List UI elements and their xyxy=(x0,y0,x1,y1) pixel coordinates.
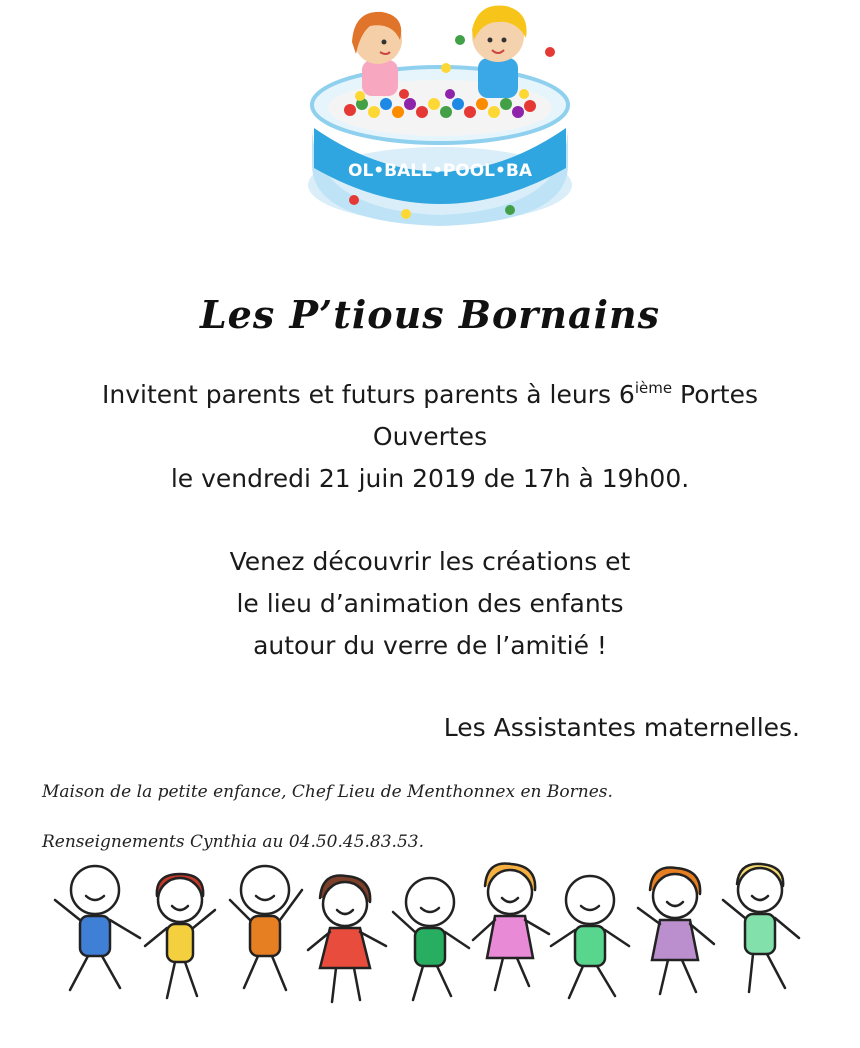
message-line-1: Venez découvrir les créations et xyxy=(229,547,631,576)
message-line-3: autour du verre de l’amitié ! xyxy=(253,631,607,660)
ordinal-superscript: ième xyxy=(634,379,673,397)
dancing-kids-illustration xyxy=(40,860,830,1040)
address-line: Maison de la petite enfance, Chef Lieu de Menthonnex en Bornes. xyxy=(42,782,613,802)
pool-lettering: OL•BALL•POOL•BA xyxy=(348,161,532,181)
invitation-date-line: le vendredi 21 juin 2019 de 17h à 19h00. xyxy=(170,464,690,493)
invitation-line-1-end: Portes xyxy=(672,380,758,409)
message-line-2: le lieu d’animation des enfants xyxy=(236,589,624,618)
ball-pool-illustration xyxy=(300,0,580,232)
kids-row xyxy=(55,863,799,1002)
signature: Les Assistantes maternelles. xyxy=(443,713,800,742)
contact-line: Renseignements Cynthia au 04.50.45.83.53. xyxy=(42,832,424,852)
page-title: Les P’tious Bornains xyxy=(199,292,661,337)
invitation-line-1 xyxy=(0,380,860,409)
invitation-line-2: Ouvertes xyxy=(372,422,488,451)
invitation-line-1-text: Invitent parents et futurs parents à leurs 6 xyxy=(101,380,635,409)
